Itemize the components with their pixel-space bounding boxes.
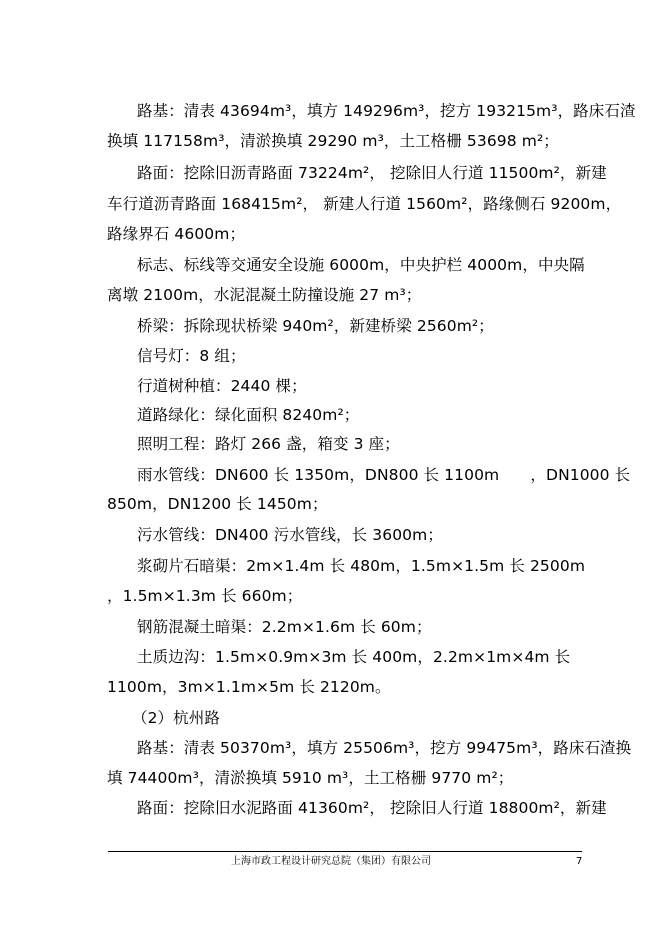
text-line: 标志、标线等交通安全设施 6000m，中央护栏 4000m，中央隔	[137, 256, 585, 274]
section-heading: （2）杭州路	[132, 709, 220, 727]
text-line: 路面：挖除旧沥青路面 73224m²， 挖除旧人行道 11500m²，新建	[137, 164, 607, 182]
text-line: 路基：清表 43694m³，填方 149296m³，挖方 193215m³，路床石渣	[137, 102, 636, 120]
text-line: 浆砌片石暗渠：2m×1.4m 长 480m，1.5m×1.5m 长 2500m	[137, 557, 586, 575]
text-line: 车行道沥青路面 168415m²， 新建人行道 1560m²，路缘侧石 9200m，	[107, 195, 622, 213]
footer-organization: 上海市政工程设计研究总院（集团）有限公司	[231, 856, 431, 867]
text-line: 离墩 2100m，水泥混凝土防撞设施 27 m³；	[107, 286, 422, 304]
text-line: 桥梁：拆除现状桥梁 940m²，新建桥梁 2560m²；	[137, 317, 494, 335]
text-line: 污水管线：DN400 污水管线，长 3600m；	[137, 526, 443, 544]
text-line: 填 74400m³，清淤换填 5910 m³，土工格栅 9770 m²；	[107, 769, 514, 787]
text-line: 行道树种植：2440 棵；	[137, 377, 307, 395]
text-line: 路缘界石 4600m；	[107, 225, 246, 243]
text-line: 换填 117158m³，清淤换填 29290 m³，土工格栅 53698 m²；	[107, 132, 559, 150]
page-number: 7	[576, 856, 583, 867]
text-line: 土质边沟：1.5m×0.9m×3m 长 400m，2.2m×1m×4m 长	[137, 648, 571, 666]
text-line: 雨水管线：DN600 长 1350m，DN800 长 1100m ，DN1000 长	[137, 466, 631, 484]
text-line: 钢筋混凝土暗渠：2.2m×1.6m 长 60m；	[137, 618, 432, 636]
text-line: 路面：挖除旧水泥路面 41360m²， 挖除旧人行道 18800m²，新建	[137, 799, 607, 817]
text-line: 路基：清表 50370m³，填方 25506m³，挖方 99475m³，路床石渣换	[137, 739, 632, 757]
text-line: 道路绿化：绿化面积 8240m²；	[137, 406, 360, 424]
text-line: 850m，DN1200 长 1450m；	[107, 495, 328, 513]
footer-divider	[108, 851, 582, 852]
text-line: 信号灯：8 组；	[137, 347, 246, 365]
text-line: 照明工程：路灯 266 盏，箱变 3 座；	[137, 435, 400, 453]
text-line: 1100m，3m×1.1m×5m 长 2120m。	[107, 678, 391, 696]
text-line: ，1.5m×1.3m 长 660m；	[107, 587, 303, 605]
